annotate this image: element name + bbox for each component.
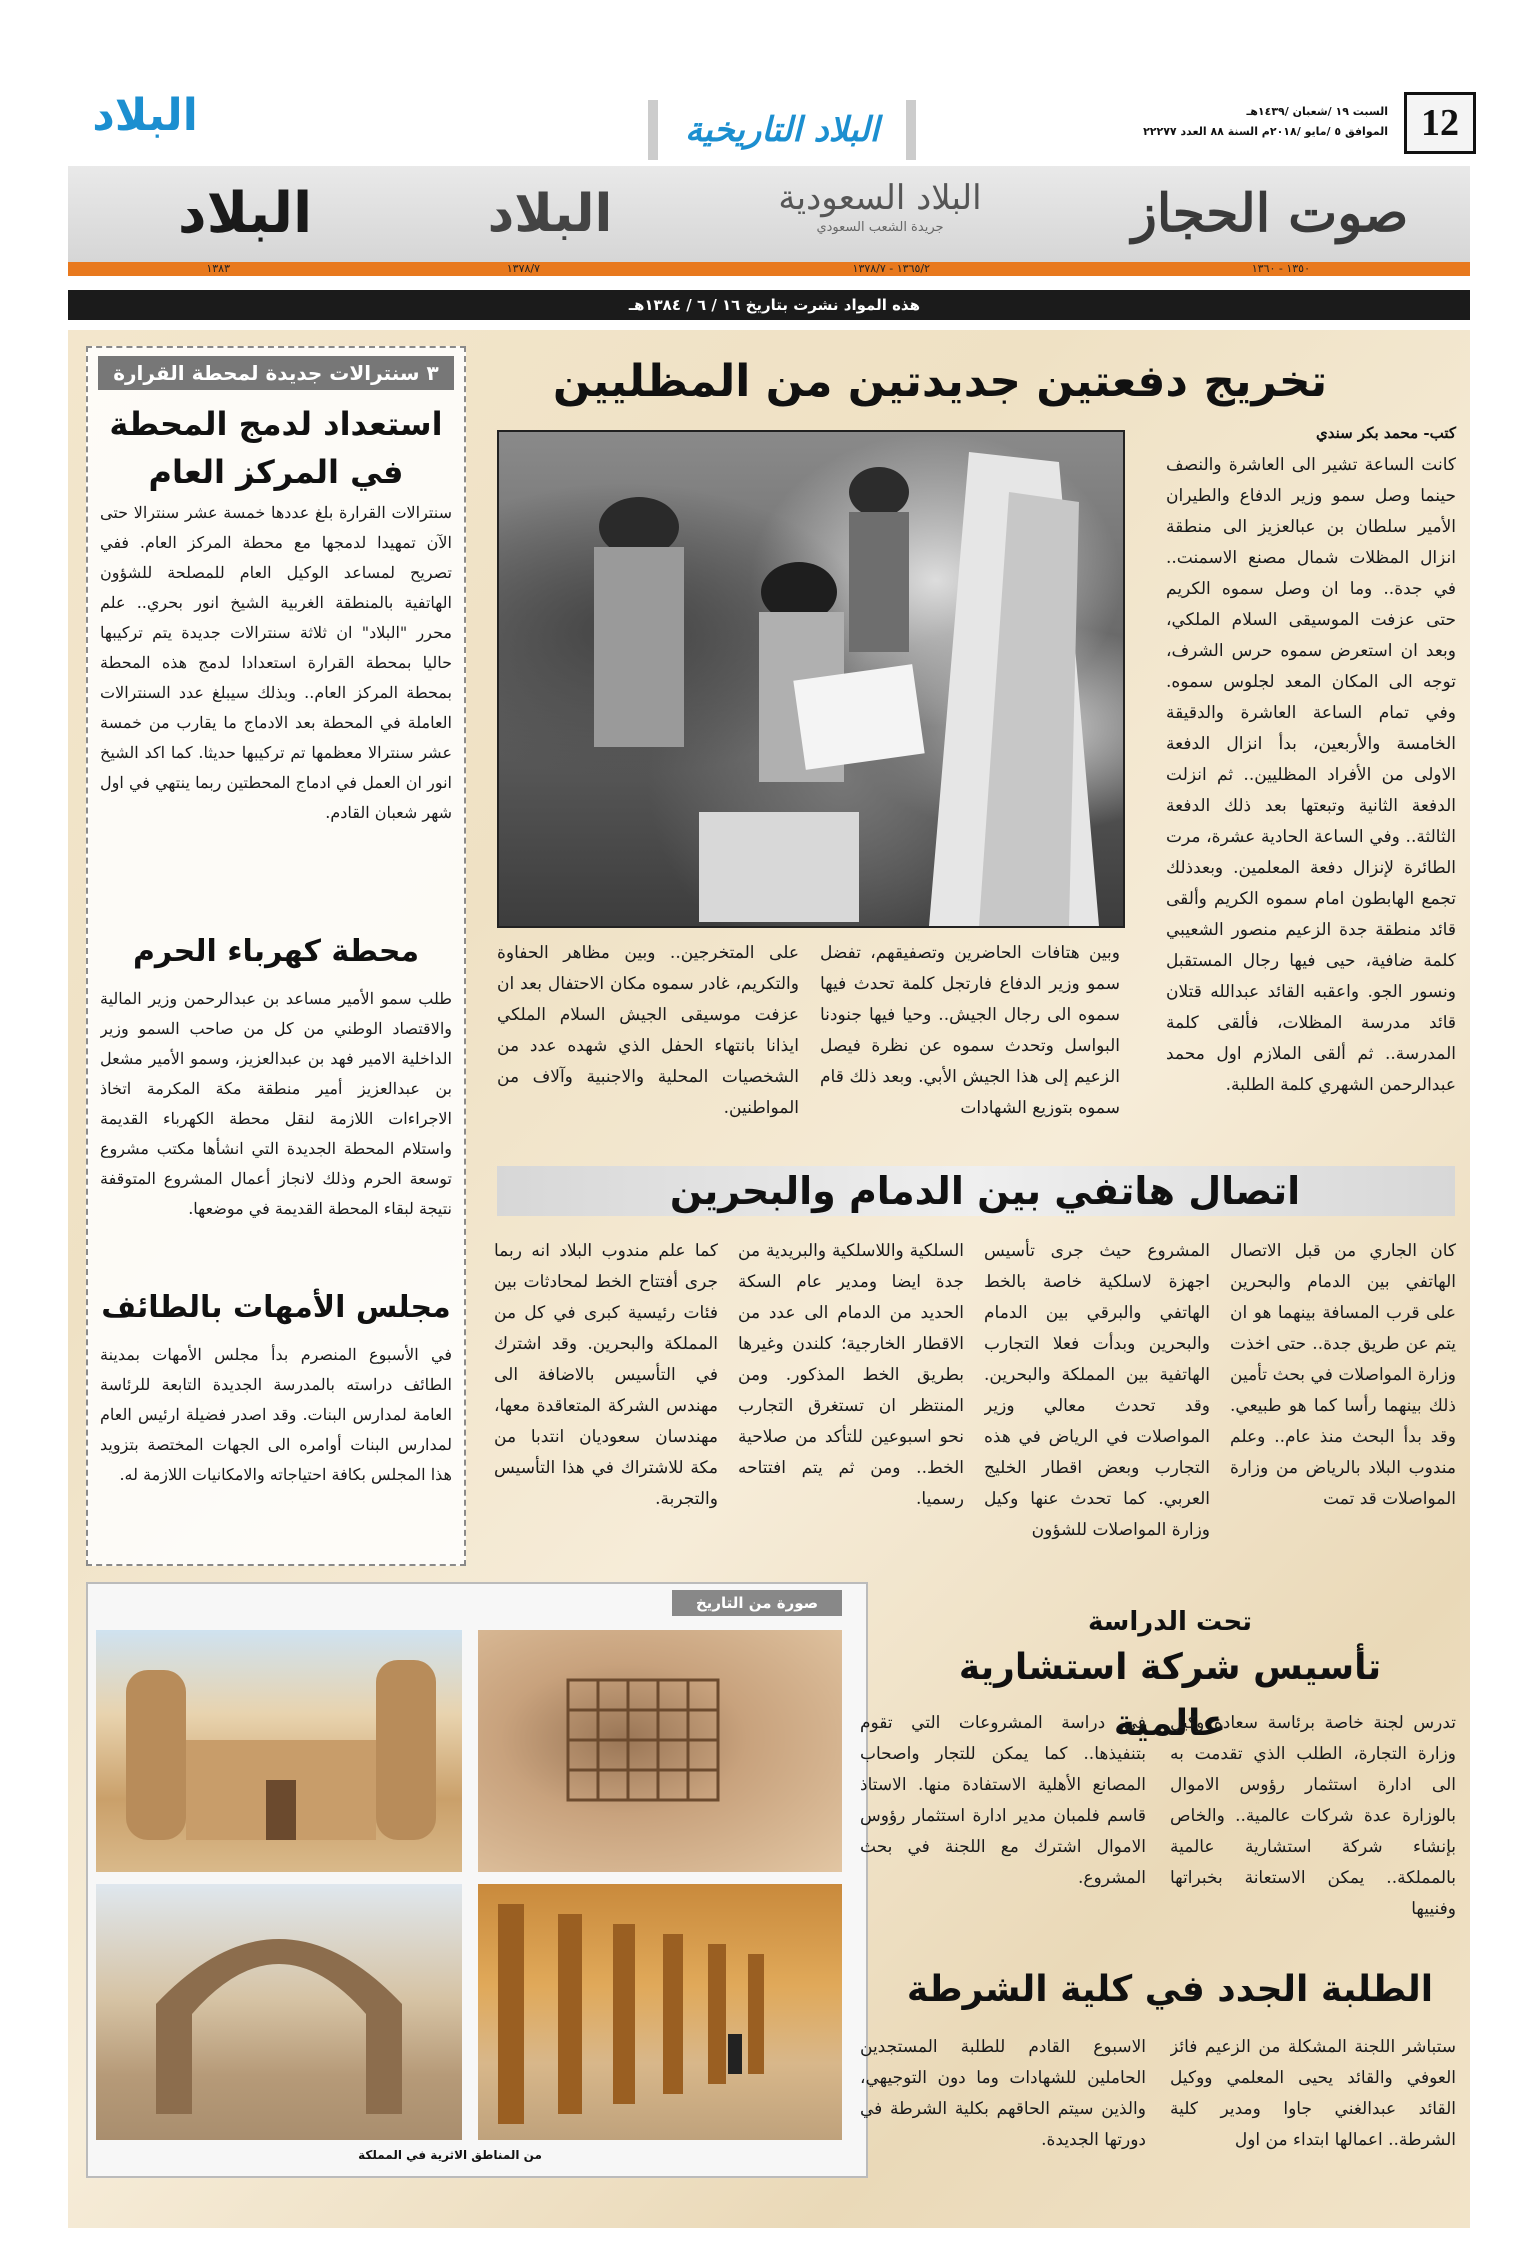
masthead-albilad-1378 <box>420 174 680 254</box>
article1-col2: وبين هتافات الحاضرين وتصفيقهم، تفضل سمو وزير الدفاع فارتجل كلمة تحدث فيها سموه الى رجال الجيش.. وحيا فيها جنودنا البواسل وتحدث سموه عن نظرة فيصل الزعيم إلى هذا الجيش الأبي. وبعد ذلك قام سموه بتوزيع الشهادات <box>820 943 1120 1118</box>
masthead-2-sub: جريدة الشعب السعودي <box>816 220 944 235</box>
gallery-label <box>672 1590 842 1616</box>
article2-col1: كان الجاري من قبل الاتصال الهاتفي بين الدمام والبحرين على قرب المسافة بينهما هو ان يتم عن طريق جدة.. حتى اخذت وزارة المواصلات في بحث تأمين ذلك بينهما رأسا كما هو طبيعي. وقد بدأ البحث منذ عام.. وعلم مندوب البلاد بالرياض من وزارة المواصلات قد تمت <box>1230 1241 1456 1509</box>
article1-photo <box>497 430 1125 928</box>
article1-headline: تخريج دفعتين جديدتين من المظليين <box>552 356 1328 407</box>
masthead-2-text: البلاد السعودية <box>778 178 982 218</box>
masthead-3-text: البلاد <box>487 184 613 244</box>
masthead-albilad-1383 <box>110 174 380 254</box>
stone-arch-illustration <box>96 1884 462 2140</box>
ruins-aerial-illustration <box>478 1630 842 1872</box>
masthead-albilad-alsaudia <box>730 176 1030 256</box>
article2-col3: السلكية واللاسلكية والبريدية من جدة ايضا ومدير عام السكة الحديد من الدمام الى عدد من الاقطار الخارجية؛ كلندن وغيرها بطريق الخط المذكور. ومن المنتظر ان تستغرق التجارب نحو اسبوعين للتأكد من صلاحية الخط.. ومن ثم يتم افتتاحه رسميا. <box>738 1241 964 1509</box>
gallery-photo-top-left <box>96 1630 462 1872</box>
article4-col2: الاسبوع القادم للطلبة المستجدين الحاملين للشهادات وما دون التوجيهي، والذين سيتم الحاقهم بكلية الشرطة في دورتها الجديدة. <box>860 2037 1146 2150</box>
years-1: ١٣٥٠ - ١٣٦٠ <box>1251 262 1310 275</box>
sidebar-label <box>98 356 454 390</box>
sidebar-label-text: ٣ سنترالات جديدة لمحطة القرارة <box>113 361 439 385</box>
gallery-label-text: صورة من التاريخ <box>695 1594 819 1612</box>
gallery-caption: من المناطق الاثرية في المملكة <box>358 2148 542 2162</box>
sidebar-story3-body: في الأسبوع المنصرم بدأ مجلس الأمهات بمدينة الطائف دراسته بالمدرسة الجديدة التابعة للرئاسة العامة لمدارس البنات. وقد اصدر فضيلة ارئيس العام لمدارس البنات أوامره الى الجهات المختصة بتزويد هذا المجلس بكافة احتياجاته والامكانيات اللازمة له. <box>100 1345 452 1484</box>
date-line-2: الموافق ٥ /مايو /٢٠١٨م السنة ٨٨ العدد ٢٢٢٧٧ <box>1143 125 1388 138</box>
masthead-4-text: البلاد <box>177 181 313 246</box>
article1-col3: على المتخرجين.. وبين مظاهر الحفاوة والتكريم، غادر سموه مكان الاحتفال بعد ان عزفت موسيقى الجيش السلام الملكي ايذانا بانتهاء الحفل الذي شهده عدد من الشخصيات المحلية والاجنبية وآلاف من المواطنين. <box>497 943 799 1118</box>
article4-col1: ستباشر اللجنة المشكلة من الزعيم فائز العوفي والقائد يحيى المعلمي ووكيل القائد عبدالغني جاوا ومدير كلية الشرطة.. اعمالها ابتداء من اول <box>1170 2037 1456 2150</box>
sidebar-story2-body: طلب سمو الأمير مساعد بن عبدالرحمن وزير المالية والاقتصاد الوطني من كل من صاحب السمو وزير الداخلية الامير فهد بن عبدالعزيز، وسمو الأمير مشعل بن عبدالعزيز أمير منطقة مكة المكرمة اتخاذ الاجراءات اللازمة لنقل محطة الكهرباء القديمة واستلام المحطة الجديدة التي انشأها مكتب مشروع توسعة الحرم وذلك لانجاز أعمال المشروع المتوقفة نتيجة لبقاء المحطة القديمة في موضعها. <box>100 989 452 1218</box>
article1-byline: كتب- محمد بكر سندي <box>1316 424 1456 442</box>
page-number: 12 <box>1421 102 1459 144</box>
photo-figures-illustration <box>499 432 1123 926</box>
masthead-strip <box>68 166 1470 262</box>
sidebar-story1-body: سنترالات القرارة بلغ عددها خمسة عشر سنترالا حتى الآن تمهيدا لدمجها مع محطة المركز العام. ففي تصريح لمساعد الوكيل العام للمصلحة للشؤون الهاتفية بالمنطقة الغربية الشيخ انور بحري.. علم محرر "البلاد" ان ثلاثة سنترالات جديدة يتم تركيبها حاليا بمحطة القرارة استعدادا لدمج هذه المحطة بمحطة المركز العام.. وبذلك سيبلغ عدد السنترالات العاملة في المحطة بعد الادماج ما يقارب من خمسة عشر سنترالا معظمها تم تركيبها حديثا. كما اكد الشيخ انور ان العمل في ادماج المحطتين ربما ينتهي في اول شهر شعبان القادم. <box>100 503 452 822</box>
masthead-1-text: صوت الحجاز <box>1131 183 1409 244</box>
article2-headline: اتصال هاتفي بين الدمام والبحرين <box>669 1169 1301 1213</box>
section-title <box>648 100 916 160</box>
colonnade-illustration <box>478 1884 842 2140</box>
years-4: ١٣٨٣ <box>206 262 230 275</box>
page-number-box <box>1404 92 1476 154</box>
article2-col4: كما علم مندوب البلاد انه ربما جرى أفتتاح الخط لمحادثات بين فئات رئيسية كبرى في كل من المملكة والبحرين. وقد اشترك في التأسيس بالاضافة الى مهندس الشركة المتعاقدة معها، مهندسان سعوديان انتدبا من مكة للاشتراك في هذا التأسيس والتجربة. <box>494 1241 718 1509</box>
years-2: ١٣٦٥/٢ - ١٣٧٨/٧ <box>852 262 930 275</box>
article1-col1: كانت الساعة تشير الى العاشرة والنصف حينما وصل سمو وزير الدفاع والطيران الأمير سلطان بن عبالعزيز الى منطقة انزال المظلات شمال مصنع الاسمنت.. في جدة.. وما ان وصل سموه الكريم حتى عزفت الموسيقى السلام الملكي، وبعد ان استعرض سموه حرس الشرف، توجه الى المكان المعد لجلوس سموه. وفي تمام الساعة العاشرة والدقيقة الخامسة والأربعين، بدأ انزال الدفعة الاولى من الأفراد المظليين.. ثم انزلت الدفعة الثانية وتبعتها بعد ذلك الدفعة الثالثة.. وفي الساعة الحادية عشرة، مرت الطائرة لإنزال دفعة المعلمين. وبعدذلك تجمع الهابطون امام سموه الكريم وألقى قائد منطقة جدة الزعيم منصور الشعيبي كلمة ضافية، حيى فيها رجال المستقبل ونسور الجو. واعقبه القائد عبدالله قتلان قائد مدرسة المظلات، فألقى كلمة المدرسة.. ثم ألقى الملازم اول محمد عبدالرحمن الشهري كلمة الطلبة. <box>1166 455 1456 1095</box>
article4-headline: الطلبة الجدد في كلية الشرطة <box>906 1969 1434 2010</box>
gallery-photo-top-right <box>478 1630 842 1872</box>
masthead-years-bar <box>68 262 1470 276</box>
brand-logo-text: البلاد <box>92 90 198 141</box>
years-3: ١٣٧٨/٧ <box>506 262 540 275</box>
article3-col1: تدرس لجنة خاصة برئاسة سعادة وكيل وزارة التجارة، الطلب الذي تقدمت به الى ادارة استثمار رؤوس الاموال بالوزارة عدة شركات عالمية.. والخاص بإنشاء شركة استشارية عالمية بالمملكة.. يمكن الاستعانة بخبراتها وفنييها <box>1170 1713 1456 1919</box>
sidebar-story3-title: مجلس الأمهات بالطائف <box>101 1290 451 1325</box>
article3-kicker: تحت الدراسة <box>1088 1607 1252 1637</box>
section-title-text: البلاد التاريخية <box>684 110 880 150</box>
article2-col2: المشروع حيث جرى تأسيس اجهزة لاسلكية خاصة بالخط الهاتفي والبرقي بين الدمام والبحرين وبدأت فعلا التجارب الهاتفية بين المملكة والبحرين. وقد تحدث معالي وزير المواصلات في الرياض في هذه التجارب وبعض اقطار الخليج العربي. كما تحدث عنها وكيل وزارة المواصلات للشؤون <box>984 1241 1210 1540</box>
sidebar-story2-title: محطة كهرباء الحرم <box>132 934 420 969</box>
article3-col2: في دراسة المشروعات التي تقوم بتنفيذها.. كما يمكن للتجار واصحاب المصانع الأهلية الاستفادة منها. الاستاذ قاسم فلمبان مدير ادارة استثمار رؤوس الاموال اشترك مع اللجنة في بحث المشروع. <box>860 1713 1146 1888</box>
sidebar-story1-title: استعداد لدمج المحطة في المركز العام <box>109 405 443 491</box>
mud-towers-illustration <box>96 1630 462 1872</box>
publish-date-bar <box>68 290 1470 320</box>
brand-logo <box>80 86 210 146</box>
gallery-photo-bottom-left <box>96 1884 462 2140</box>
date-line-1: السبت ١٩ /شعبان /١٤٣٩هـ <box>1246 105 1388 118</box>
publish-date-text: هذه المواد نشرت بتاريخ ١٦ / ٦ / ١٣٨٤هـ <box>628 296 920 314</box>
masthead-sawt-alhijaz <box>1090 174 1450 254</box>
gallery-photo-bottom-right <box>478 1884 842 2140</box>
issue-date <box>1128 102 1388 142</box>
article3-headline: تأسيس شركة استشارية عالمية <box>958 1647 1382 1744</box>
